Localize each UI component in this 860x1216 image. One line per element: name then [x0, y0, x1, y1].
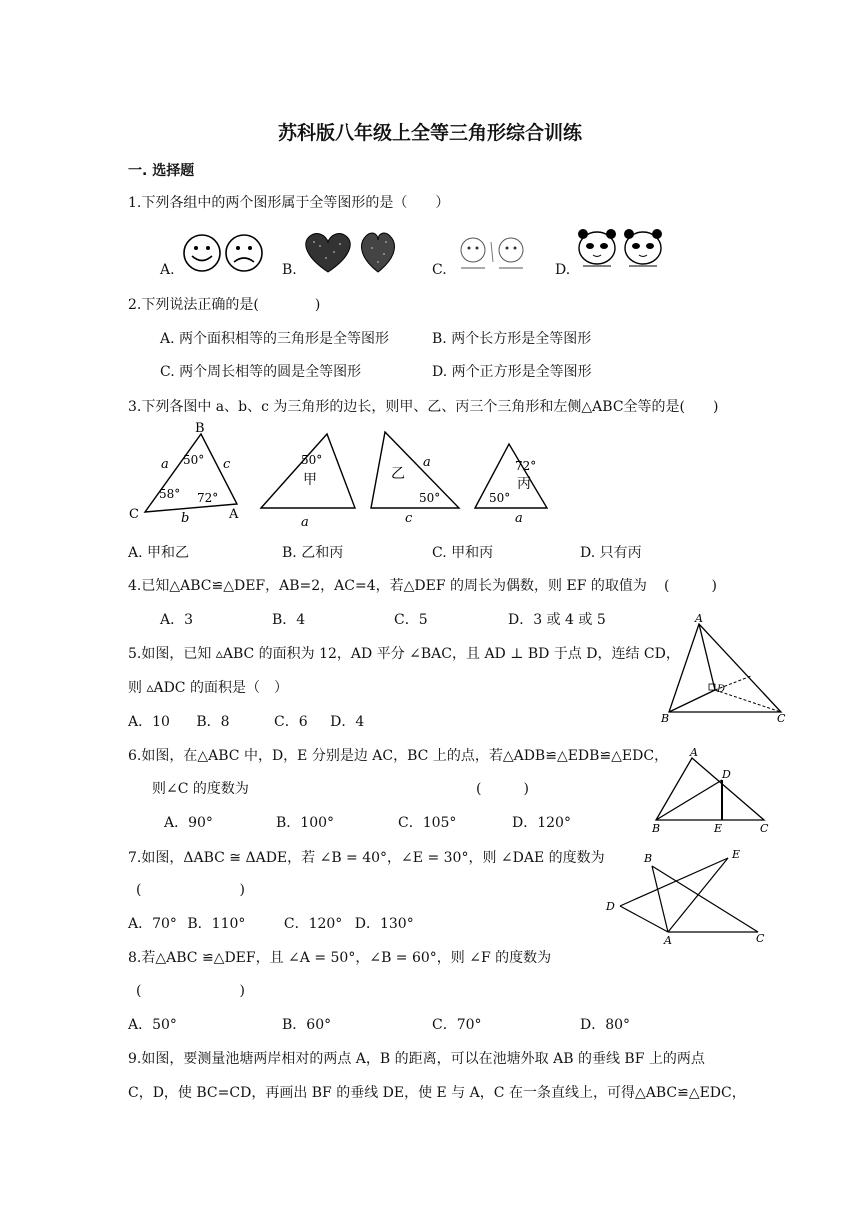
svg-text:B: B — [652, 822, 661, 835]
q8-option-b: B．60° — [282, 1017, 332, 1033]
q2-option-c: C. 两个周长相等的圆是全等图形 — [160, 364, 362, 380]
q1-option-a: A. — [160, 262, 175, 278]
q5-figure — [655, 612, 795, 728]
q4-option-d: D．3 或 4 或 5 — [508, 612, 606, 628]
q4-option-a: A．3 — [160, 612, 194, 628]
q6-figure — [648, 744, 778, 836]
svg-text:50°: 50° — [301, 453, 323, 467]
svg-text:b: b — [181, 511, 190, 526]
q4-option-c: C．5 — [394, 612, 428, 628]
label-a: A — [229, 507, 239, 522]
svg-text:a: a — [515, 511, 523, 526]
page-title: 苏科版八年级上全等三角形综合训练 — [277, 122, 582, 144]
label-b: B — [195, 421, 205, 436]
q7-options: A．70° B．110° C．120° D．130° — [128, 916, 414, 932]
svg-text:72°: 72° — [197, 491, 219, 505]
q2-stem: 2.下列说法正确的是( ) — [128, 297, 321, 313]
q6-option-c: C．105° — [398, 815, 457, 831]
svg-text:D: D — [722, 768, 731, 781]
svg-text:C: C — [760, 822, 769, 835]
svg-text:58°: 58° — [159, 487, 181, 501]
q3-option-d: D. 只有丙 — [580, 545, 642, 561]
q1-option-d: D. — [555, 262, 571, 278]
q3-option-b: B. 乙和丙 — [282, 545, 344, 561]
svg-text:E: E — [732, 848, 741, 861]
q2-option-a: A. 两个面积相等的三角形是全等图形 — [160, 331, 390, 347]
q4-paren: ( ) — [664, 578, 717, 594]
q9-line2: C，D，使 BC=CD，再画出 BF 的垂线 DE，使 E 与 A，C 在一条直线上，可得△ABC≌△EDC， — [128, 1085, 746, 1101]
svg-text:丙: 丙 — [517, 476, 531, 492]
q3-option-c: C. 甲和丙 — [432, 545, 494, 561]
svg-text:50°: 50° — [183, 453, 205, 467]
q8-option-d: D．80° — [580, 1017, 631, 1033]
panda-faces-picture — [575, 226, 671, 274]
svg-text:E: E — [714, 822, 723, 835]
q4-option-b: B．4 — [272, 612, 306, 628]
q1-option-c: C. — [432, 262, 447, 278]
svg-text:A: A — [695, 612, 703, 625]
q1-stem: 1.下列各组中的两个图形属于全等图形的是（ ） — [128, 195, 450, 211]
svg-text:A: A — [690, 746, 698, 759]
svg-text:72°: 72° — [515, 459, 537, 473]
q6-option-a: A．90° — [164, 815, 213, 831]
q8-line1: 8.若△ABC ≌△DEF，且 ∠A = 50°，∠B = 60°，则 ∠F 的度数为 — [128, 950, 552, 966]
hearts-picture — [300, 228, 410, 276]
q3-option-a: A. 甲和乙 — [128, 545, 190, 561]
svg-text:50°: 50° — [419, 491, 441, 505]
q6-line1: 6.如图，在△ABC 中，D，E 分别是边 AC，BC 上的点，若△ADB≌△EDB≌△EDC， — [128, 748, 669, 764]
svg-text:a: a — [161, 457, 169, 472]
q1-option-b: B. — [282, 262, 297, 278]
svg-text:C: C — [777, 712, 786, 725]
q7-figure — [600, 846, 780, 946]
q3-stem: 3.下列各图中 a、b、c 为三角形的边长，则甲、乙、丙三个三角形和左侧△ABC全等的是( ) — [128, 399, 719, 415]
q5-options: A．10 B．8 C．6 D．4 — [128, 714, 365, 730]
section-heading: 一. 选择题 — [128, 163, 195, 179]
q2-option-d: D. 两个正方形是全等图形 — [432, 364, 592, 380]
q6-option-d: D．120° — [512, 815, 571, 831]
q8-option-a: A．50° — [128, 1017, 177, 1033]
svg-text:D: D — [717, 684, 726, 695]
q9-line1: 9.如图，要测量池塘两岸相对的两点 A，B 的距离，可以在池塘外取 AB 的垂线 BF 上的两点 — [128, 1051, 705, 1067]
svg-text:a: a — [423, 455, 431, 470]
svg-text:A: A — [664, 934, 672, 947]
svg-text:B: B — [644, 852, 653, 865]
q4-stem: 4.已知△ABC≌△DEF，AB=2，AC=4，若△DEF 的周长为偶数，则 EF 的取值为 — [128, 578, 647, 594]
q2-option-b: B. 两个长方形是全等图形 — [432, 331, 592, 347]
smiley-faces-picture — [180, 232, 270, 274]
svg-text:c: c — [223, 457, 231, 472]
label-c: C — [129, 507, 139, 522]
q6-line2: 则∠C 的度数为 — [152, 781, 249, 797]
q5-line2: 则 ▵ADC 的面积是（ ） — [128, 680, 288, 696]
svg-text:D: D — [606, 900, 615, 913]
q7-line2: ( ) — [136, 882, 245, 898]
svg-text:a: a — [301, 515, 309, 530]
q8-line2: ( ) — [136, 983, 245, 999]
cartoon-heads-picture — [455, 232, 535, 274]
svg-text:甲: 甲 — [303, 472, 317, 488]
q3-triangles-figure — [125, 418, 725, 530]
q5-line1: 5.如图，已知 ▵ABC 的面积为 12，AD 平分 ∠BAC，且 AD ⊥ BD 于点 D，连结 CD， — [128, 646, 680, 662]
q6-paren: ( ) — [476, 781, 529, 797]
svg-text:B: B — [661, 712, 670, 725]
q8-option-c: C．70° — [432, 1017, 482, 1033]
q7-line1: 7.如图，ΔABC ≅ ΔADE，若 ∠B = 40°，∠E = 30°，则 ∠DAE 的度数为 — [128, 850, 605, 866]
q6-option-b: B．100° — [276, 815, 335, 831]
svg-text:c: c — [405, 511, 413, 526]
svg-text:C: C — [756, 932, 765, 945]
svg-text:50°: 50° — [489, 491, 511, 505]
svg-text:乙: 乙 — [391, 466, 405, 482]
